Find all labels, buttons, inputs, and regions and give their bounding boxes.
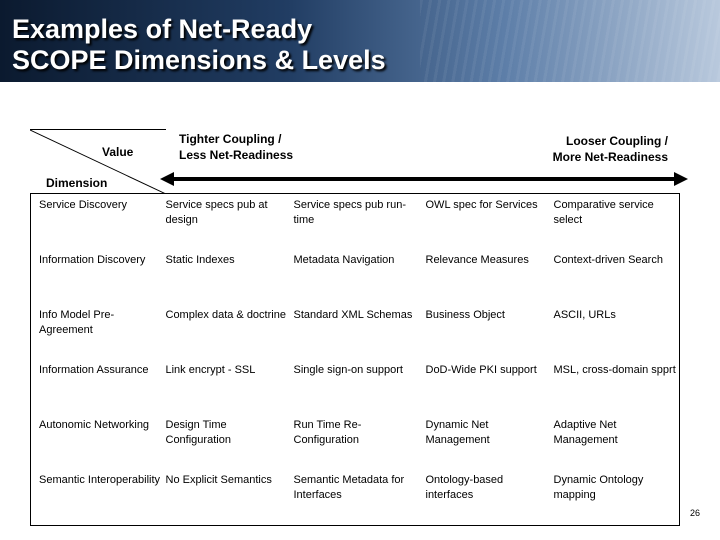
table-row [31,414,680,469]
level-cell: DoD-Wide PKI support [425,363,537,376]
level-cell: OWL spec for Services [425,199,538,211]
table-row [31,359,680,414]
level-cell: Dynamic Ontology mapping [553,473,644,501]
level-cell: No Explicit Semantics [165,473,272,486]
level-cell: Ontology-based interfaces [425,473,504,501]
slide-title [12,14,386,76]
slide-title-line-1: Examples of Net-Ready [12,14,313,44]
table-row [31,469,680,526]
slide-title-line-2: SCOPE Dimensions & Levels [12,45,386,75]
dimension-cell: Information Discovery [39,253,146,266]
table-body [31,194,680,526]
dimension-cell: Information Assurance [39,363,149,376]
looser-coupling-line-2: More Net-Readiness [552,150,668,164]
dimension-cell: Autonomic Networking [39,418,150,431]
level-cell: Link encrypt - SSL [165,363,256,376]
level-cell: Complex data & doctrine [165,308,286,321]
level-cell: ASCII, URLs [553,308,616,321]
table-row [31,249,680,304]
level-cell: Semantic Metadata for Interfaces [293,473,405,501]
dimension-label: Dimension [46,176,108,190]
page-number: 26 [690,508,701,518]
dimension-cell: Service Discovery [39,199,128,211]
dimension-cell: Semantic Interoperability [39,473,161,486]
level-cell: Standard XML Schemas [293,308,413,321]
looser-coupling-line-1: Looser Coupling / [566,134,668,148]
level-cell: Dynamic Net Management [425,418,490,446]
tighter-coupling-line-1: Tighter Coupling / [179,132,282,146]
table-row [31,304,680,359]
scope-levels-table [30,193,680,526]
level-cell: Run Time Re-Configuration [293,418,362,446]
looser-coupling-label [522,133,668,165]
level-cell: Metadata Navigation [293,253,395,266]
level-cell: Comparative service select [553,199,654,226]
tighter-coupling-label [179,131,359,163]
level-cell: Service specs pub run-time [293,199,406,226]
level-cell: Context-driven Search [553,253,663,266]
value-label: Value [102,145,134,159]
table-row [31,194,680,249]
level-cell: Design Time Configuration [165,418,231,446]
level-cell: Single sign-on support [293,363,403,376]
level-cell: MSL, cross-domain spprt [553,363,676,376]
tighter-coupling-line-2: Less Net-Readiness [179,148,294,162]
dimension-cell: Info Model Pre-Agreement [39,308,115,336]
level-cell: Business Object [425,308,505,321]
level-cell: Relevance Measures [425,253,529,266]
level-cell: Service specs pub at design [165,199,268,226]
double-headed-arrow [160,172,688,186]
level-cell: Adaptive Net Management [553,418,618,446]
title-banner [0,0,720,82]
level-cell: Static Indexes [165,253,235,266]
